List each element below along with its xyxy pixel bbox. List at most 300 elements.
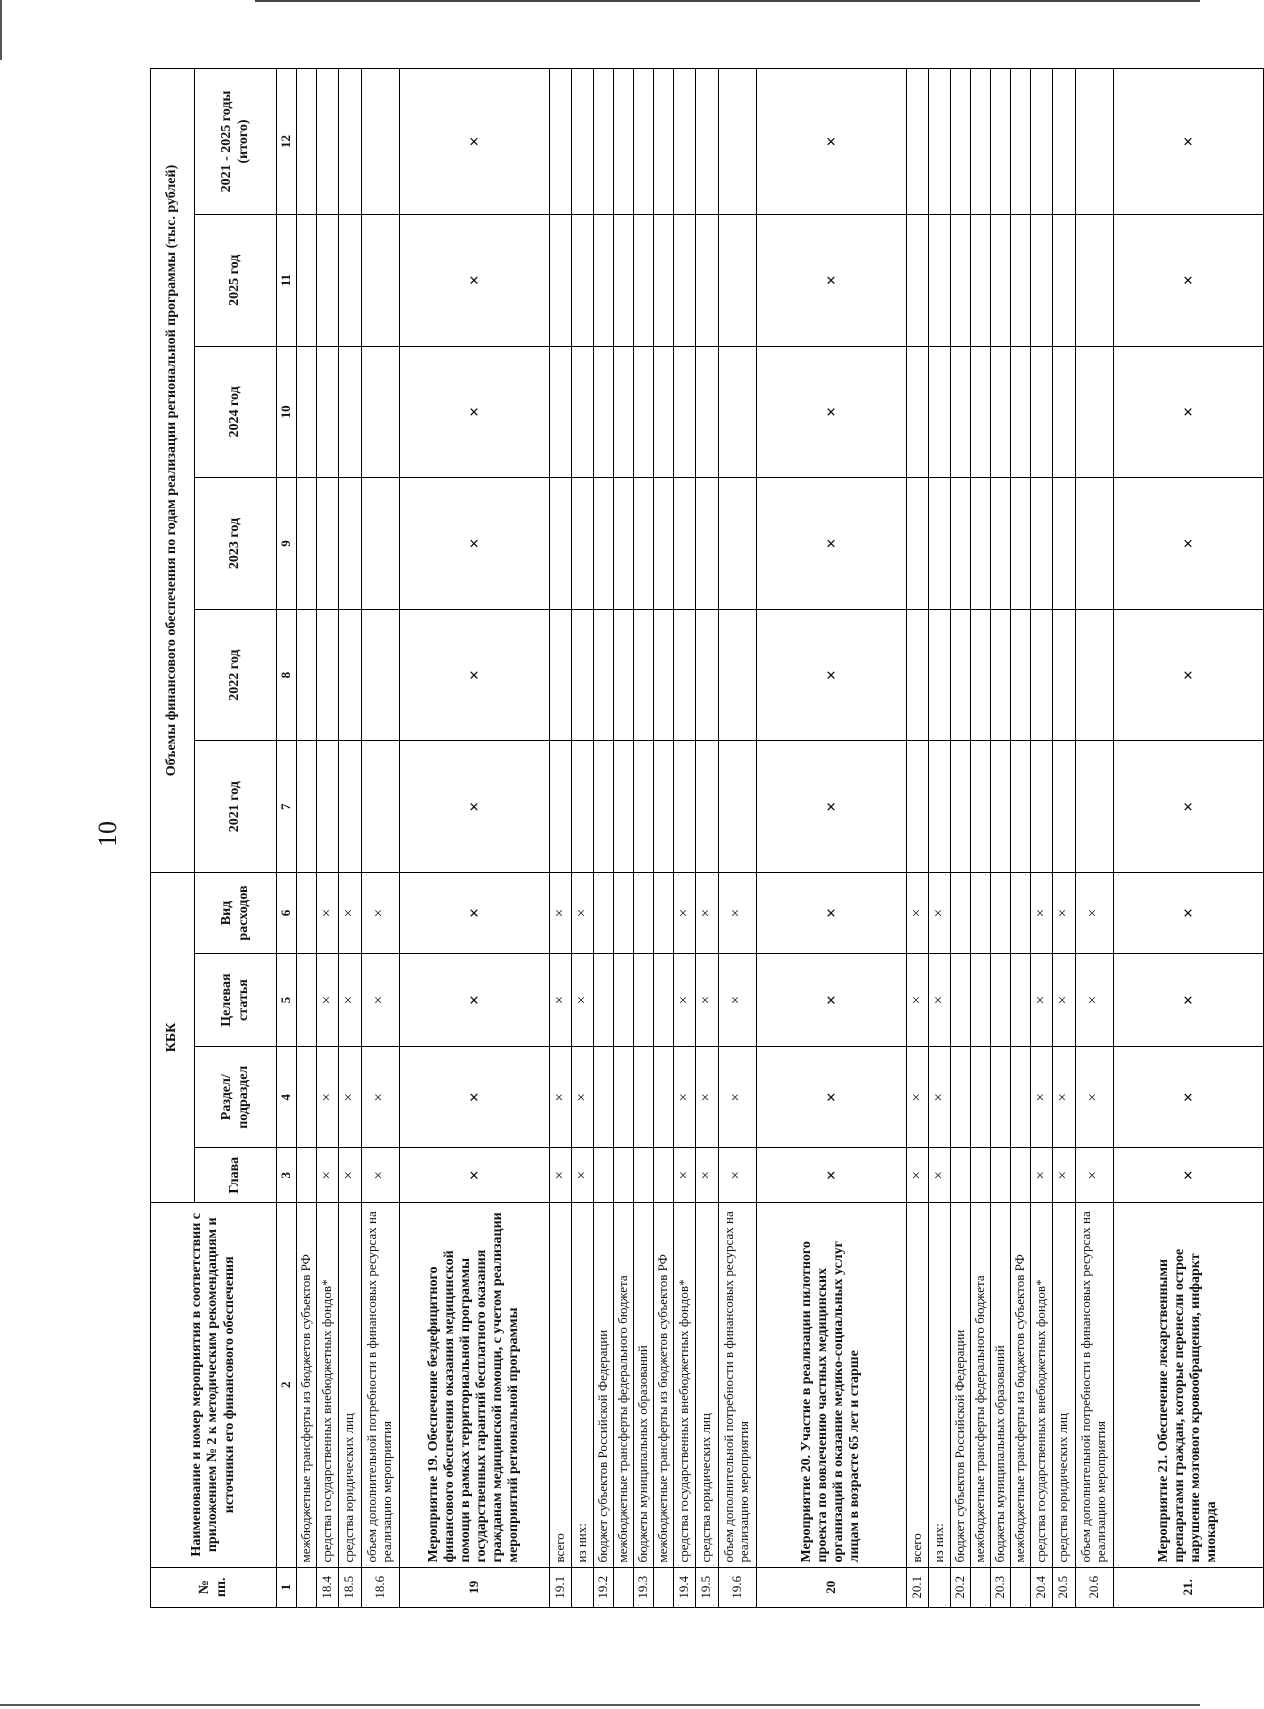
empty-cell: [594, 346, 614, 478]
row-number: 19.3: [634, 1567, 654, 1607]
empty-cell: [614, 478, 634, 610]
x-mark: ×: [756, 609, 906, 741]
empty-cell: [991, 214, 1011, 346]
scan-edge-left: [0, 0, 2, 60]
empty-cell: [594, 873, 614, 954]
empty-cell: [571, 609, 593, 741]
x-mark: ×: [399, 741, 549, 873]
empty-cell: [674, 214, 696, 346]
table-row: [951, 69, 971, 1608]
header-2021: 2021 год: [195, 741, 277, 873]
empty-cell: [571, 478, 593, 610]
table-row: [614, 69, 634, 1608]
empty-cell: [297, 346, 317, 478]
empty-cell: [991, 1047, 1011, 1148]
empty-cell: [614, 741, 634, 873]
row-number: 20.1: [906, 1567, 928, 1607]
row-number: 19.6: [718, 1567, 756, 1607]
x-mark: ×: [718, 873, 756, 954]
empty-cell: [634, 69, 654, 215]
empty-cell: [571, 346, 593, 478]
x-mark: ×: [1075, 953, 1113, 1046]
empty-cell: [696, 609, 718, 741]
empty-cell: [654, 873, 674, 954]
empty-cell: [361, 478, 399, 610]
header-2023: 2023 год: [195, 478, 277, 610]
x-mark: ×: [361, 1047, 399, 1148]
x-mark: ×: [1031, 1148, 1053, 1203]
empty-cell: [634, 1047, 654, 1148]
header-2025: 2025 год: [195, 214, 277, 346]
empty-cell: [654, 69, 674, 215]
empty-cell: [718, 214, 756, 346]
empty-cell: [654, 214, 674, 346]
table-row: [971, 69, 991, 1608]
row-number: 19.2: [594, 1567, 614, 1607]
x-mark: ×: [1053, 953, 1075, 1046]
row-name: всего: [549, 1203, 571, 1567]
empty-cell: [594, 741, 614, 873]
empty-cell: [928, 214, 950, 346]
x-mark: ×: [571, 1047, 593, 1148]
empty-cell: [1011, 741, 1031, 873]
x-mark: ×: [674, 873, 696, 954]
empty-cell: [951, 953, 971, 1046]
col-number: 11: [277, 214, 297, 346]
empty-cell: [718, 741, 756, 873]
empty-cell: [634, 214, 654, 346]
x-mark: ×: [317, 1047, 339, 1148]
empty-cell: [1031, 214, 1053, 346]
row-number: 20.5: [1053, 1567, 1075, 1607]
empty-cell: [1053, 609, 1075, 741]
empty-cell: [951, 214, 971, 346]
empty-cell: [297, 741, 317, 873]
empty-cell: [549, 741, 571, 873]
empty-cell: [549, 69, 571, 215]
empty-cell: [614, 214, 634, 346]
x-mark: ×: [756, 741, 906, 873]
x-mark: ×: [1031, 953, 1053, 1046]
header-col-name: Наименование и номер мероприятия в соответствии с приложением № 2 к методическим рекомендациям и источники его финансового обеспечения: [151, 1203, 277, 1567]
x-mark: ×: [756, 214, 906, 346]
empty-cell: [991, 69, 1011, 215]
empty-cell: [361, 346, 399, 478]
x-mark: ×: [756, 346, 906, 478]
table-row: [696, 69, 718, 1608]
empty-cell: [991, 741, 1011, 873]
x-mark: ×: [696, 1148, 718, 1203]
row-name: средства юридических лиц: [696, 1203, 718, 1567]
empty-cell: [1011, 609, 1031, 741]
empty-cell: [674, 741, 696, 873]
row-number: 21.: [1113, 1567, 1263, 1607]
empty-cell: [634, 478, 654, 610]
row-number: 20.3: [991, 1567, 1011, 1607]
empty-cell: [951, 609, 971, 741]
header-col-num: № пп.: [151, 1567, 277, 1607]
row-number: 20.4: [1031, 1567, 1053, 1607]
empty-cell: [361, 609, 399, 741]
empty-cell: [718, 478, 756, 610]
row-number: 18.5: [339, 1567, 361, 1607]
col-number: 10: [277, 346, 297, 478]
table-row: [339, 69, 361, 1608]
table-body: [297, 69, 1264, 1608]
empty-cell: [1011, 873, 1031, 954]
x-mark: ×: [339, 873, 361, 954]
empty-cell: [1031, 69, 1053, 215]
row-name: бюджеты муниципальных образований: [634, 1203, 654, 1567]
x-mark: ×: [317, 1148, 339, 1203]
empty-cell: [634, 741, 654, 873]
header-total: 2021 - 2025 годы (итого): [195, 69, 277, 215]
empty-cell: [614, 69, 634, 215]
x-mark: ×: [1053, 873, 1075, 954]
x-mark: ×: [361, 953, 399, 1046]
table-row: [361, 69, 399, 1608]
x-mark: ×: [906, 953, 928, 1046]
row-name: средства юридических лиц: [1053, 1203, 1075, 1567]
x-mark: ×: [399, 873, 549, 954]
x-mark: ×: [718, 1047, 756, 1148]
empty-cell: [928, 478, 950, 610]
row-name: объем дополнительной потребности в финансовых ресурсах на реализацию мероприятия: [1075, 1203, 1113, 1567]
empty-cell: [361, 741, 399, 873]
row-name: средства государственных внебюджетных фондов*: [1031, 1203, 1053, 1567]
empty-cell: [297, 1047, 317, 1148]
table-row-main: [756, 69, 906, 1608]
x-mark: ×: [696, 953, 718, 1046]
row-name: объем дополнительной потребности в финансовых ресурсах на реализацию мероприятия: [718, 1203, 756, 1567]
empty-cell: [971, 1047, 991, 1148]
empty-cell: [718, 609, 756, 741]
empty-cell: [1011, 953, 1031, 1046]
x-mark: ×: [571, 873, 593, 954]
row-name: Мероприятие 19. Обеспечение бездефицитного финансового обеспечения оказания медицинской помощи в рамках территориальной программы государственных гарантий бесплатного оказания гражданам медицинской помощи, с учетом реализации мероприятий региональной программы: [399, 1203, 549, 1567]
x-mark: ×: [1113, 214, 1263, 346]
empty-cell: [991, 478, 1011, 610]
table-row: [906, 69, 928, 1608]
x-mark: ×: [399, 478, 549, 610]
table-row: [654, 69, 674, 1608]
row-number: 18.4: [317, 1567, 339, 1607]
table-row: [594, 69, 614, 1608]
empty-cell: [317, 69, 339, 215]
empty-cell: [991, 873, 1011, 954]
x-mark: ×: [756, 873, 906, 954]
empty-cell: [654, 741, 674, 873]
col-number: 3: [277, 1148, 297, 1203]
table-row: [1031, 69, 1053, 1608]
empty-cell: [594, 953, 614, 1046]
x-mark: ×: [361, 1148, 399, 1203]
empty-cell: [696, 69, 718, 215]
empty-cell: [594, 609, 614, 741]
empty-cell: [297, 69, 317, 215]
empty-cell: [614, 346, 634, 478]
table-row: [1011, 69, 1031, 1608]
row-number: [971, 1567, 991, 1607]
empty-cell: [1031, 346, 1053, 478]
row-number: 18.6: [361, 1567, 399, 1607]
x-mark: ×: [1113, 609, 1263, 741]
header-volumes: Объемы финансового обеспечения по годам реализации региональной программы (тыс. рублей): [151, 69, 195, 873]
x-mark: ×: [928, 1047, 950, 1148]
empty-cell: [1031, 741, 1053, 873]
empty-cell: [951, 873, 971, 954]
empty-cell: [991, 346, 1011, 478]
table-row-main: [399, 69, 549, 1608]
row-name: из них:: [571, 1203, 593, 1567]
empty-cell: [297, 214, 317, 346]
empty-cell: [991, 953, 1011, 1046]
empty-cell: [971, 478, 991, 610]
empty-cell: [1011, 478, 1031, 610]
x-mark: ×: [399, 1047, 549, 1148]
x-mark: ×: [399, 214, 549, 346]
row-number: 19.5: [696, 1567, 718, 1607]
empty-cell: [1075, 609, 1113, 741]
empty-cell: [634, 609, 654, 741]
x-mark: ×: [696, 1047, 718, 1148]
scan-edge-top: [255, 0, 1200, 2]
table-row: [634, 69, 654, 1608]
x-mark: ×: [1113, 953, 1263, 1046]
x-mark: ×: [571, 1148, 593, 1203]
x-mark: ×: [756, 478, 906, 610]
header-razdel: Раздел/ подраздел: [195, 1047, 277, 1148]
empty-cell: [928, 69, 950, 215]
row-name: межбюджетные трансферты из бюджетов субъектов РФ: [297, 1203, 317, 1567]
column-number-row: [277, 69, 297, 1608]
empty-cell: [1053, 741, 1075, 873]
empty-cell: [317, 609, 339, 741]
x-mark: ×: [549, 953, 571, 1046]
empty-cell: [991, 609, 1011, 741]
x-mark: ×: [756, 1148, 906, 1203]
row-name: Мероприятие 21. Обеспечение лекарственными препаратами граждан, которые перенесли острое нарушение мозгового кровообращения, инфаркт миокарда: [1113, 1203, 1263, 1567]
empty-cell: [1053, 69, 1075, 215]
empty-cell: [594, 478, 614, 610]
row-number: 20.2: [951, 1567, 971, 1607]
empty-cell: [1011, 1047, 1031, 1148]
empty-cell: [696, 741, 718, 873]
table-row: [674, 69, 696, 1608]
empty-cell: [317, 214, 339, 346]
x-mark: ×: [1053, 1148, 1075, 1203]
x-mark: ×: [1075, 1148, 1113, 1203]
col-number: 8: [277, 609, 297, 741]
empty-cell: [571, 214, 593, 346]
x-mark: ×: [696, 873, 718, 954]
page-number: 10: [93, 821, 122, 847]
empty-cell: [614, 953, 634, 1046]
x-mark: ×: [906, 1047, 928, 1148]
empty-cell: [361, 69, 399, 215]
scan-edge-bottom: [0, 1704, 1200, 1706]
row-number: 19: [399, 1567, 549, 1607]
row-name: средства юридических лиц: [339, 1203, 361, 1567]
empty-cell: [634, 346, 654, 478]
col-number: 5: [277, 953, 297, 1046]
empty-cell: [571, 741, 593, 873]
x-mark: ×: [674, 1148, 696, 1203]
empty-cell: [594, 1047, 614, 1148]
x-mark: ×: [339, 953, 361, 1046]
header-kbk: КБК: [151, 873, 195, 1203]
empty-cell: [297, 478, 317, 610]
x-mark: ×: [928, 1148, 950, 1203]
x-mark: ×: [1113, 346, 1263, 478]
row-name: бюджет субъектов Российской Федерации: [951, 1203, 971, 1567]
row-name: бюджеты муниципальных образований: [991, 1203, 1011, 1567]
header-vid: Вид расходов: [195, 873, 277, 954]
x-mark: ×: [1031, 873, 1053, 954]
row-number: 20.6: [1075, 1567, 1113, 1607]
row-number: [297, 1567, 317, 1607]
empty-cell: [614, 1047, 634, 1148]
x-mark: ×: [361, 873, 399, 954]
x-mark: ×: [549, 1148, 571, 1203]
col-number: 1: [277, 1567, 297, 1607]
table-row: [297, 69, 317, 1608]
empty-cell: [906, 609, 928, 741]
empty-cell: [339, 214, 361, 346]
table-row: [718, 69, 756, 1608]
x-mark: ×: [928, 953, 950, 1046]
table-row: [317, 69, 339, 1608]
x-mark: ×: [399, 346, 549, 478]
empty-cell: [297, 609, 317, 741]
empty-cell: [361, 214, 399, 346]
empty-cell: [634, 873, 654, 954]
row-number: [571, 1567, 593, 1607]
empty-cell: [297, 953, 317, 1046]
empty-cell: [297, 1148, 317, 1203]
table-row: [1053, 69, 1075, 1608]
x-mark: ×: [906, 1148, 928, 1203]
empty-cell: [971, 953, 991, 1046]
empty-cell: [1075, 214, 1113, 346]
empty-cell: [928, 346, 950, 478]
empty-cell: [654, 478, 674, 610]
x-mark: ×: [1113, 69, 1263, 215]
empty-cell: [1053, 478, 1075, 610]
empty-cell: [614, 1148, 634, 1203]
empty-cell: [674, 609, 696, 741]
row-name: из них:: [928, 1203, 950, 1567]
empty-cell: [317, 478, 339, 610]
financing-table: [150, 68, 1264, 1608]
row-number: [654, 1567, 674, 1607]
table-row: [928, 69, 950, 1608]
x-mark: ×: [928, 873, 950, 954]
empty-cell: [906, 69, 928, 215]
empty-cell: [951, 1148, 971, 1203]
header-glava: Глава: [195, 1148, 277, 1203]
empty-cell: [339, 69, 361, 215]
row-name: межбюджетные трансферты из бюджетов субъектов РФ: [654, 1203, 674, 1567]
empty-cell: [1011, 69, 1031, 215]
row-number: [928, 1567, 950, 1607]
empty-cell: [339, 741, 361, 873]
empty-cell: [654, 1047, 674, 1148]
x-mark: ×: [1113, 1148, 1263, 1203]
empty-cell: [696, 478, 718, 610]
empty-cell: [1031, 478, 1053, 610]
empty-cell: [654, 609, 674, 741]
empty-cell: [906, 346, 928, 478]
x-mark: ×: [571, 953, 593, 1046]
x-mark: ×: [1113, 1047, 1263, 1148]
row-name: межбюджетные трансферты из бюджетов субъектов РФ: [1011, 1203, 1031, 1567]
empty-cell: [654, 346, 674, 478]
table-row-main: [1113, 69, 1263, 1608]
x-mark: ×: [1113, 741, 1263, 873]
empty-cell: [339, 478, 361, 610]
empty-cell: [951, 1047, 971, 1148]
table-row: [1075, 69, 1113, 1608]
empty-cell: [549, 609, 571, 741]
empty-cell: [1011, 346, 1031, 478]
x-mark: ×: [906, 873, 928, 954]
x-mark: ×: [549, 873, 571, 954]
empty-cell: [928, 609, 950, 741]
empty-cell: [906, 741, 928, 873]
x-mark: ×: [756, 953, 906, 1046]
empty-cell: [571, 69, 593, 215]
col-number: 9: [277, 478, 297, 610]
empty-cell: [1053, 214, 1075, 346]
empty-cell: [339, 346, 361, 478]
empty-cell: [654, 953, 674, 1046]
empty-cell: [971, 1148, 991, 1203]
empty-cell: [971, 346, 991, 478]
rotated-table-container: [150, 68, 1220, 1608]
empty-cell: [951, 69, 971, 215]
x-mark: ×: [1113, 873, 1263, 954]
empty-cell: [971, 69, 991, 215]
empty-cell: [1075, 478, 1113, 610]
empty-cell: [1075, 741, 1113, 873]
empty-cell: [718, 346, 756, 478]
x-mark: ×: [674, 1047, 696, 1148]
row-number: 19.4: [674, 1567, 696, 1607]
empty-cell: [1075, 69, 1113, 215]
row-name: средства государственных внебюджетных фондов*: [317, 1203, 339, 1567]
empty-cell: [971, 609, 991, 741]
x-mark: ×: [718, 953, 756, 1046]
row-number: [614, 1567, 634, 1607]
empty-cell: [1011, 214, 1031, 346]
x-mark: ×: [399, 609, 549, 741]
empty-cell: [1011, 1148, 1031, 1203]
empty-cell: [614, 873, 634, 954]
empty-cell: [297, 873, 317, 954]
empty-cell: [654, 1148, 674, 1203]
empty-cell: [674, 346, 696, 478]
empty-cell: [634, 1148, 654, 1203]
x-mark: ×: [399, 1148, 549, 1203]
col-number: 2: [277, 1203, 297, 1567]
empty-cell: [594, 214, 614, 346]
empty-cell: [674, 69, 696, 215]
x-mark: ×: [1075, 1047, 1113, 1148]
col-number: 12: [277, 69, 297, 215]
x-mark: ×: [718, 1148, 756, 1203]
x-mark: ×: [339, 1148, 361, 1203]
